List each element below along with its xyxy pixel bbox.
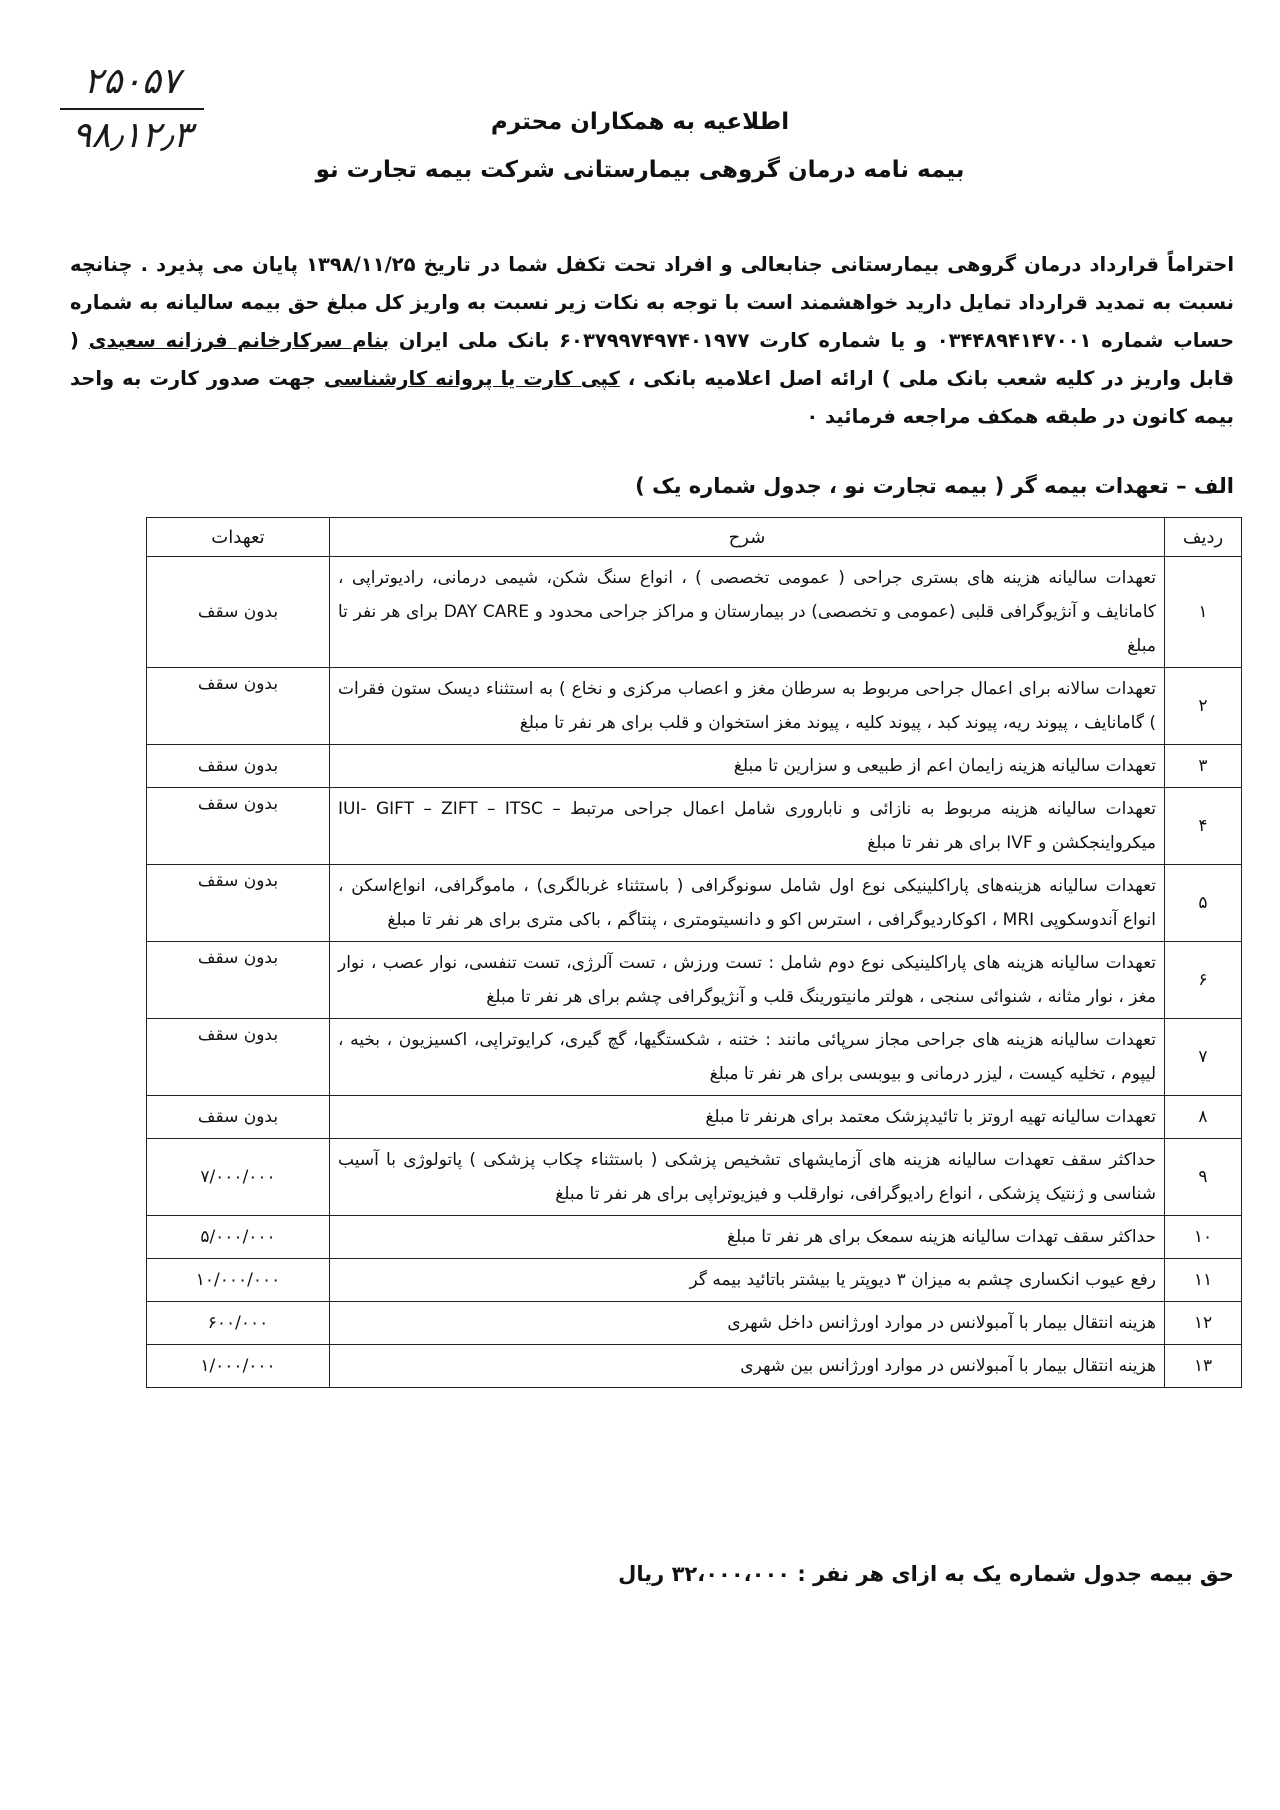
notice-required-docs: کپی کارت یا پروانه کارشناسی: [323, 367, 620, 390]
row-description: تعهدات سالیانه هزینه مربوط به نازائی و ناباروری شامل اعمال جراحی مرتبط – IUI- GIFT – ZIFT – ITSC میکرواینجکشن و IVF برای هر نفر تا مبلغ: [330, 788, 1165, 865]
row-number: ۹: [1165, 1139, 1242, 1216]
handwritten-date: ۹۸٫۱۲٫۳: [71, 115, 193, 156]
row-number: ۷: [1165, 1019, 1242, 1096]
row-number: ۳: [1165, 745, 1242, 788]
table-row: [147, 1096, 1242, 1139]
row-number: ۱۲: [1165, 1302, 1242, 1345]
notice-text-3: جهت صدور کارت به واحد بیمه کانون در طبقه همکف مراجعه فرمائید ٠: [70, 367, 1234, 428]
notice-account-holder: بنام سرکارخانم فرزانه سعیدی: [88, 329, 390, 352]
row-description: تعهدات سالیانه هزینه زایمان اعم از طبیعی و سزارین تا مبلغ: [330, 745, 1165, 788]
row-number: ۱: [1165, 557, 1242, 668]
row-coverage: بدون سقف: [147, 745, 330, 788]
row-description: تعهدات سالیانه هزینه های بستری جراحی ( عمومی تخصصی ) ، انواع سنگ شکن، شیمی درمانی، رادیوتراپی ، کامانایف و آنژیوگرافی قلبی (عمومی و تخصصی) در بیمارستان و مراکز جراحی محدود و DAY CARE برای هر نفر تا مبلغ: [330, 557, 1165, 668]
row-number: ۱۳: [1165, 1345, 1242, 1388]
table-row: [147, 1139, 1242, 1216]
notice-paragraph: [70, 246, 1234, 436]
heading-line-1: اطلاعیه به همکاران محترم: [490, 109, 790, 135]
row-description: حداکثر سقف تهدات سالیانه هزینه سمعک برای هر نفر تا مبلغ: [330, 1216, 1165, 1259]
row-coverage: بدون سقف: [147, 1096, 330, 1139]
row-description: تعهدات سالانه برای اعمال جراحی مربوط به سرطان مغز و اعصاب مرکزی و نخاع ) به استثناء دیسک ستون فقرات ) گامانایف ، پیوند ریه، پیوند کبد ، پیوند کلیه ، پیوند مغز استخوان و قلب برای هر نفر تا مبلغ: [330, 668, 1165, 745]
row-number: ۱۰: [1165, 1216, 1242, 1259]
section-title: الف – تعهدات بیمه گر ( بیمه تجارت نو ، جدول شماره یک ): [635, 474, 1234, 498]
row-description: تعهدات سالیانه تهیه اروتز با تائیدپزشک معتمد برای هرنفر تا مبلغ: [330, 1096, 1165, 1139]
row-coverage: ۱۰/۰۰۰/۰۰۰: [147, 1259, 330, 1302]
table-row: [147, 1019, 1242, 1096]
table-row: [147, 668, 1242, 745]
notice-body: [70, 246, 1234, 436]
table-row: [147, 557, 1242, 668]
table-row: [147, 1216, 1242, 1259]
benefits-table: [146, 517, 1242, 1388]
row-coverage: بدون سقف: [147, 942, 330, 1019]
table-row: [147, 1259, 1242, 1302]
row-coverage: ۷/۰۰۰/۰۰۰: [147, 1139, 330, 1216]
table-row: [147, 1345, 1242, 1388]
row-description: حداکثر سقف تعهدات سالیانه هزینه های آزمایشهای تشخیص پزشکی ( باستثناء چکاب پزشکی ) پاتولوژی با آسیب شناسی و ژنتیک پزشکی ، انواع رادیوگرافی، نوارقلب و فیزیوتراپی برای هر نفر تا مبلغ: [330, 1139, 1165, 1216]
row-number: ۱۱: [1165, 1259, 1242, 1302]
row-coverage: ۶۰۰/۰۰۰: [147, 1302, 330, 1345]
table-row: [147, 942, 1242, 1019]
row-coverage: ۱/۰۰۰/۰۰۰: [147, 1345, 330, 1388]
row-coverage: بدون سقف: [147, 557, 330, 668]
row-number: ۴: [1165, 788, 1242, 865]
notice-text-2: ( قابل واریز در کلیه شعب بانک ملی ) ارائه اصل اعلامیه بانکی ،: [70, 329, 1234, 390]
table-row: [147, 788, 1242, 865]
row-description: تعهدات سالیانه هزینه های پاراکلینیکی نوع دوم شامل : تست ورزش ، تست آلرژی، تست تنفسی، نوار عصب ، نوار مغز ، نوار مثانه ، شنوائی سنجی ، هولتر مانیتورینگ قلب و آنژیوگرافی چشم برای هر نفر تا مبلغ: [330, 942, 1165, 1019]
table-row: [147, 1302, 1242, 1345]
row-description: هزینه انتقال بیمار با آمبولانس در موارد اورژانس بین شهری: [330, 1345, 1165, 1388]
row-description: تعهدات سالیانه هزینه‌های پاراکلینیکی نوع اول شامل سونوگرافی ( باستثناء غربالگری) ، ماموگرافی، انواع‌اسکن ، انواع آندوسکوپی MRI ، اکوکاردیوگرافی ، استرس اکو و دانسیتومتری ، پنتاگم ، باکی متری برای هر نفر تا مبلغ: [330, 865, 1165, 942]
table-row: [147, 745, 1242, 788]
row-coverage: ۵/۰۰۰/۰۰۰: [147, 1216, 330, 1259]
row-coverage: بدون سقف: [147, 668, 330, 745]
handwritten-number: ۲۵۰۵۷: [83, 61, 181, 102]
table-row: [147, 865, 1242, 942]
row-coverage: بدون سقف: [147, 788, 330, 865]
row-number: ۲: [1165, 668, 1242, 745]
row-description: هزینه انتقال بیمار با آمبولانس در موارد اورژانس داخل شهری: [330, 1302, 1165, 1345]
row-description: رفع عیوب انکساری چشم به میزان ۳ دیوپتر یا بیشتر باتائید بیمه گر: [330, 1259, 1165, 1302]
premium-summary: حق بیمه جدول شماره یک به ازای هر نفر : ۳۲،۰۰۰،۰۰۰ ریال: [618, 1562, 1234, 1586]
table-header-row: [147, 518, 1242, 557]
header-row-number: ردیف: [1165, 518, 1242, 557]
header-description: شرح: [330, 518, 1165, 557]
document-heading: [0, 98, 1280, 194]
row-number: ۵: [1165, 865, 1242, 942]
row-number: ۶: [1165, 942, 1242, 1019]
row-coverage: بدون سقف: [147, 865, 330, 942]
row-number: ۸: [1165, 1096, 1242, 1139]
notice-text-1: احتراماً قرارداد درمان گروهی بیمارستانی جنابعالی و افراد تحت تکفل شما در تاریخ ۱۳۹۸/۱۱/۲۵ پایان می پذیرد . چنانچه نسبت به تمدید قرارداد تمایل دارید خواهشمند است با توجه به نکات زیر نسبت به واریز کل مبلغ حق بیمه سالیانه به شماره حساب شماره ۰۳۴۴۸۹۴۱۴۷۰۰۱ و یا شماره کارت ۶۰۳۷۹۹۷۴۹۷۴۰۱۹۷۷ بانک ملی ایران: [70, 253, 1235, 352]
row-coverage: بدون سقف: [147, 1019, 330, 1096]
row-description: تعهدات سالیانه هزینه های جراحی مجاز سرپائی مانند : ختنه ، شکستگیها، گچ گیری، کرایوتراپی، اکسیزیون ، بخیه ، لیپوم ، تخلیه کیست ، لیزر درمانی و بیوبسی برای هر نفر تا مبلغ: [330, 1019, 1165, 1096]
heading-line-2: بیمه نامه درمان گروهی بیمارستانی شرکت بیمه تجارت نو: [315, 157, 965, 183]
header-coverage: تعهدات: [147, 518, 330, 557]
